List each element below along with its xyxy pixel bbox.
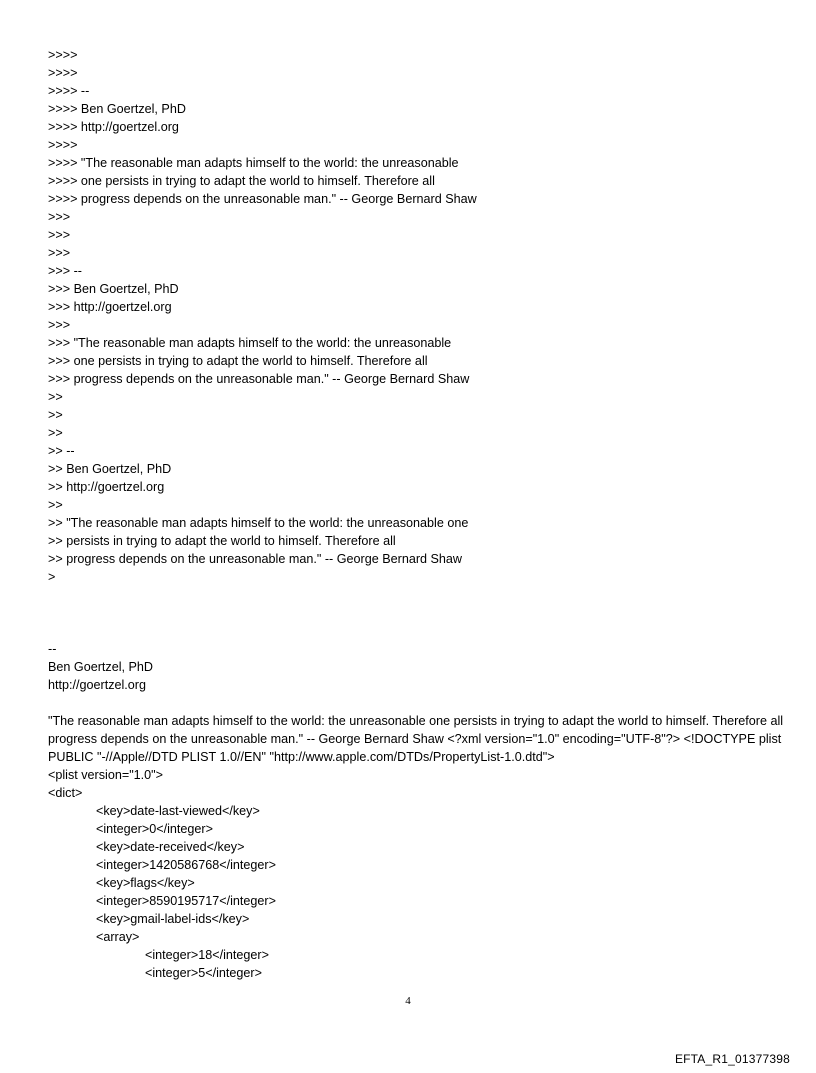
plist-entry: <integer>1420586768</integer> bbox=[96, 858, 276, 872]
quoted-line: >> bbox=[48, 426, 63, 440]
plist-array-item: <integer>18</integer> bbox=[145, 948, 269, 962]
plist-entry: <key>date-last-viewed</key> bbox=[96, 804, 260, 818]
final-quote-paragraph: "The reasonable man adapts himself to the world: the unreasonable one persists in trying to adapt the world to himself. Therefore all progress depends on the unreasonable man." -- George Bernard Shaw <?xml version="1.0" encoding="UTF-8"?> <!DOCTYPE plist PUBLIC "-//Apple//DTD PLIST 1.0//EN" "http://www.apple.com/DTDs/PropertyList-1.0.dtd"> bbox=[48, 714, 784, 764]
quoted-line: >> http://goertzel.org bbox=[48, 480, 165, 494]
spacer bbox=[48, 604, 788, 622]
signature-block bbox=[48, 640, 788, 694]
plist-entry: <key>flags</key> bbox=[96, 876, 195, 890]
signature-name: Ben Goertzel, PhD bbox=[48, 660, 153, 674]
quoted-line: > bbox=[48, 570, 56, 584]
quoted-line: >>> -- bbox=[48, 264, 82, 278]
quoted-line: >> bbox=[48, 498, 63, 512]
quoted-line: >>>> "The reasonable man adapts himself to the world: the unreasonable bbox=[48, 156, 459, 170]
quoted-thread bbox=[48, 46, 788, 586]
dict-open-tag: <dict> bbox=[48, 786, 83, 800]
quoted-line: >> bbox=[48, 408, 63, 422]
quoted-line: >>> Ben Goertzel, PhD bbox=[48, 282, 179, 296]
quoted-line: >>>> bbox=[48, 48, 78, 62]
quoted-line: >>> bbox=[48, 228, 71, 242]
quoted-line: >>>> progress depends on the unreasonable man." -- George Bernard Shaw bbox=[48, 192, 477, 206]
quoted-line: >>>> -- bbox=[48, 84, 90, 98]
quoted-line: >> "The reasonable man adapts himself to the world: the unreasonable one bbox=[48, 516, 469, 530]
plist-entry: <array> bbox=[96, 930, 140, 944]
signature-separator: -- bbox=[48, 642, 57, 656]
spacer bbox=[48, 586, 788, 604]
quoted-line: >>>> one persists in trying to adapt the world to himself. Therefore all bbox=[48, 174, 435, 188]
spacer bbox=[48, 622, 788, 640]
quoted-line: >>>> http://goertzel.org bbox=[48, 120, 179, 134]
plist-open-tag: <plist version="1.0"> bbox=[48, 768, 164, 782]
spacer bbox=[48, 694, 788, 712]
page-number: 4 bbox=[405, 995, 411, 1007]
quoted-line: >> Ben Goertzel, PhD bbox=[48, 462, 172, 476]
quoted-line: >>> one persists in trying to adapt the world to himself. Therefore all bbox=[48, 354, 428, 368]
plist-entry: <integer>0</integer> bbox=[96, 822, 213, 836]
quoted-line: >> bbox=[48, 390, 63, 404]
plist-entry: <key>gmail-label-ids</key> bbox=[96, 912, 250, 926]
email-body bbox=[48, 46, 788, 982]
quoted-line: >>> bbox=[48, 318, 71, 332]
signature-url[interactable]: http://goertzel.org bbox=[48, 678, 147, 692]
plist-block bbox=[48, 766, 788, 982]
quoted-line: >>>> Ben Goertzel, PhD bbox=[48, 102, 186, 116]
quoted-line: >> -- bbox=[48, 444, 75, 458]
plist-entry: <key>date-received</key> bbox=[96, 840, 245, 854]
quoted-line: >>>> bbox=[48, 66, 78, 80]
quoted-line: >>> bbox=[48, 246, 71, 260]
quoted-line: >>> http://goertzel.org bbox=[48, 300, 172, 314]
quoted-line: >>> "The reasonable man adapts himself to the world: the unreasonable bbox=[48, 336, 452, 350]
quoted-line: >>> progress depends on the unreasonable man." -- George Bernard Shaw bbox=[48, 372, 470, 386]
plist-entry: <integer>8590195717</integer> bbox=[96, 894, 276, 908]
quoted-line: >>> bbox=[48, 210, 71, 224]
quoted-line: >>>> bbox=[48, 138, 78, 152]
document-id: EFTA_R1_01377398 bbox=[674, 1052, 790, 1066]
quoted-line: >> progress depends on the unreasonable man." -- George Bernard Shaw bbox=[48, 552, 463, 566]
plist-array-item: <integer>5</integer> bbox=[145, 966, 262, 980]
quoted-line: >> persists in trying to adapt the world to himself. Therefore all bbox=[48, 534, 396, 548]
